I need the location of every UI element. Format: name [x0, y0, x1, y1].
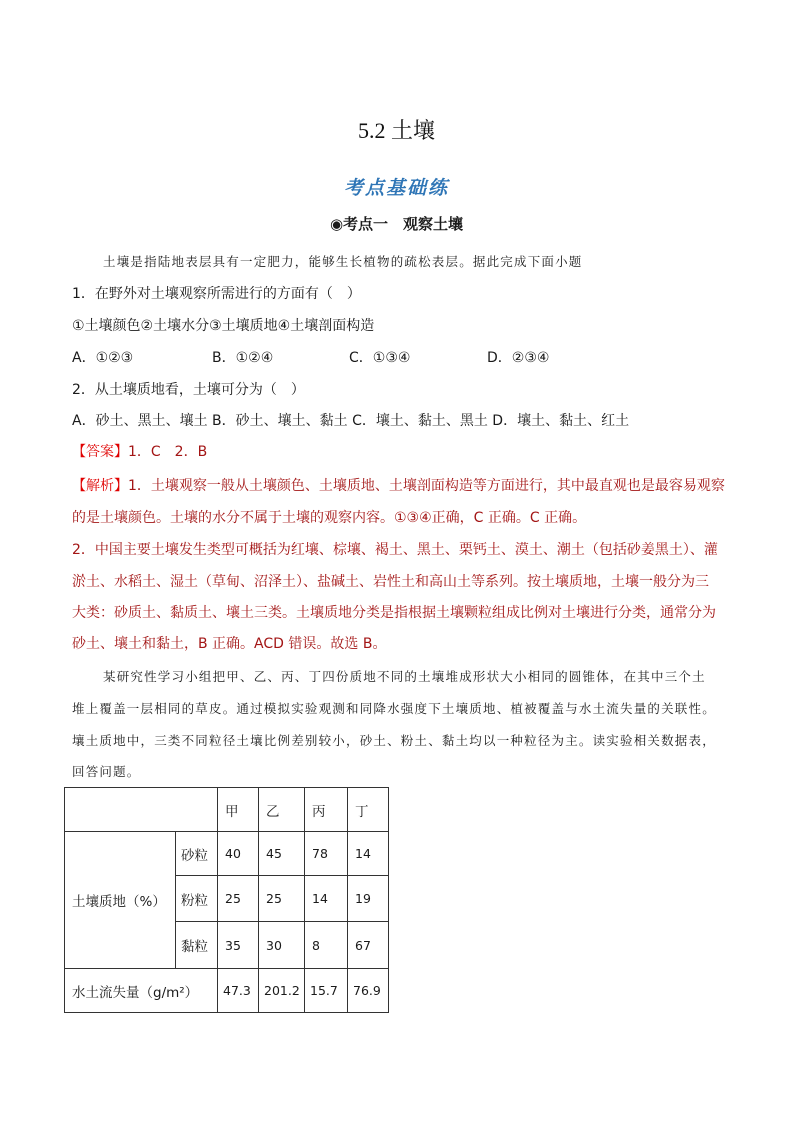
question-1-option-a: A．①②③ — [72, 350, 134, 366]
answer-text: 1．C 2．B — [128, 444, 208, 460]
table-loss-label: 水土流失量（g/m²） — [65, 969, 218, 1013]
table-group-label: 土壤质地（%） — [65, 832, 176, 969]
answer-label: 【答案】 — [72, 444, 128, 460]
table-cell: 8 — [305, 922, 348, 969]
passage-experiment-line: 某研究性学习小组把甲、乙、丙、丁四份质地不同的土壤堆成形状大小相同的圆锥体，在其中三个土 — [103, 669, 706, 684]
question-2-options: A．砂土、黑土、壤土 B．砂土、壤土、黏土 C．壤土、黏土、黑土 D．壤土、黏土、红土 — [72, 413, 630, 429]
table-row — [65, 832, 389, 876]
table-cell: 35 — [218, 922, 259, 969]
table-cell: 14 — [348, 832, 389, 876]
table-corner-cell — [65, 788, 218, 832]
question-2-stem: 2．从土壤质地看，土壤可分为（ ） — [72, 382, 305, 398]
table-cell: 78 — [305, 832, 348, 876]
passage-experiment-line: 回答问题。 — [72, 764, 141, 779]
passage-intro: 土壤是指陆地表层具有一定肥力，能够生长植物的疏松表层。据此完成下面小题 — [103, 254, 583, 269]
question-1-option-c: C．①③④ — [349, 350, 411, 366]
table-col-header: 丁 — [348, 788, 389, 832]
question-1-statement: ①土壤颜色②土壤水分③土壤质地④土壤剖面构造 — [72, 318, 375, 334]
analysis-line: 的是土壤颜色。土壤的水分不属于土壤的观察内容。①③④正确，C 正确。C 正确。 — [72, 510, 587, 526]
table-row-label: 砂粒 — [176, 832, 218, 876]
table-cell: 47.3 — [218, 969, 259, 1013]
table-header-row — [65, 788, 389, 832]
analysis-line: 大类：砂质土、黏质土、壤土三类。土壤质地分类是指根据土壤颗粒组成比例对土壤进行分类，通常分为 — [72, 605, 716, 621]
section-heading: 考点基础练 — [343, 177, 449, 199]
answer-line — [72, 442, 207, 462]
soil-data-table — [64, 787, 389, 1013]
analysis-label: 【解析】 — [72, 478, 128, 494]
table-cell: 201.2 — [259, 969, 305, 1013]
page-title: 5.2 土壤 — [357, 118, 435, 143]
table-cell: 45 — [259, 832, 305, 876]
table-cell: 76.9 — [348, 969, 389, 1013]
table-col-header: 乙 — [259, 788, 305, 832]
passage-experiment-line: 壤土质地中，三类不同粒径土壤比例差别较小，砂土、粉土、黏土均以一种粒径为主。读实验相关数据表， — [72, 733, 716, 748]
table-cell: 25 — [218, 876, 259, 922]
table-row — [65, 969, 389, 1013]
table-row-label: 黏粒 — [176, 922, 218, 969]
table-cell: 14 — [305, 876, 348, 922]
table-col-header: 甲 — [218, 788, 259, 832]
table-cell: 25 — [259, 876, 305, 922]
analysis-text: 1．土壤观察一般从土壤颜色、土壤质地、土壤剖面构造等方面进行，其中最直观也是最容易观察 — [128, 478, 725, 494]
table-cell: 67 — [348, 922, 389, 969]
table-cell: 40 — [218, 832, 259, 876]
table-col-header: 丙 — [305, 788, 348, 832]
table-cell: 30 — [259, 922, 305, 969]
topic-heading: ◉考点一 观察土壤 — [329, 215, 464, 233]
table-cell: 15.7 — [305, 969, 348, 1013]
question-1-option-d: D．②③④ — [487, 350, 550, 366]
table-row-label: 粉粒 — [176, 876, 218, 922]
analysis-line: 淤土、水稻土、湿土（草甸、沼泽土）、盐碱土、岩性土和高山土等系列。按土壤质地，土壤一般分为三 — [72, 574, 709, 590]
passage-experiment-line: 堆上覆盖一层相同的草皮。通过模拟实验观测和同降水强度下土壤质地、植被覆盖与水土流失量的关联性。 — [72, 701, 716, 716]
analysis-line: 砂土、壤土和黏土，B 正确。ACD 错误。故选 B。 — [72, 636, 387, 652]
table-cell: 19 — [348, 876, 389, 922]
question-1-stem: 1．在野外对土壤观察所需进行的方面有（ ） — [72, 286, 361, 302]
analysis-line: 2．中国主要土壤发生类型可概括为红壤、棕壤、褐土、黑土、栗钙土、漠土、潮土（包括砂姜黑土）、灌 — [72, 542, 718, 558]
analysis-line — [72, 476, 725, 496]
question-1-option-b: B．①②④ — [212, 350, 274, 366]
